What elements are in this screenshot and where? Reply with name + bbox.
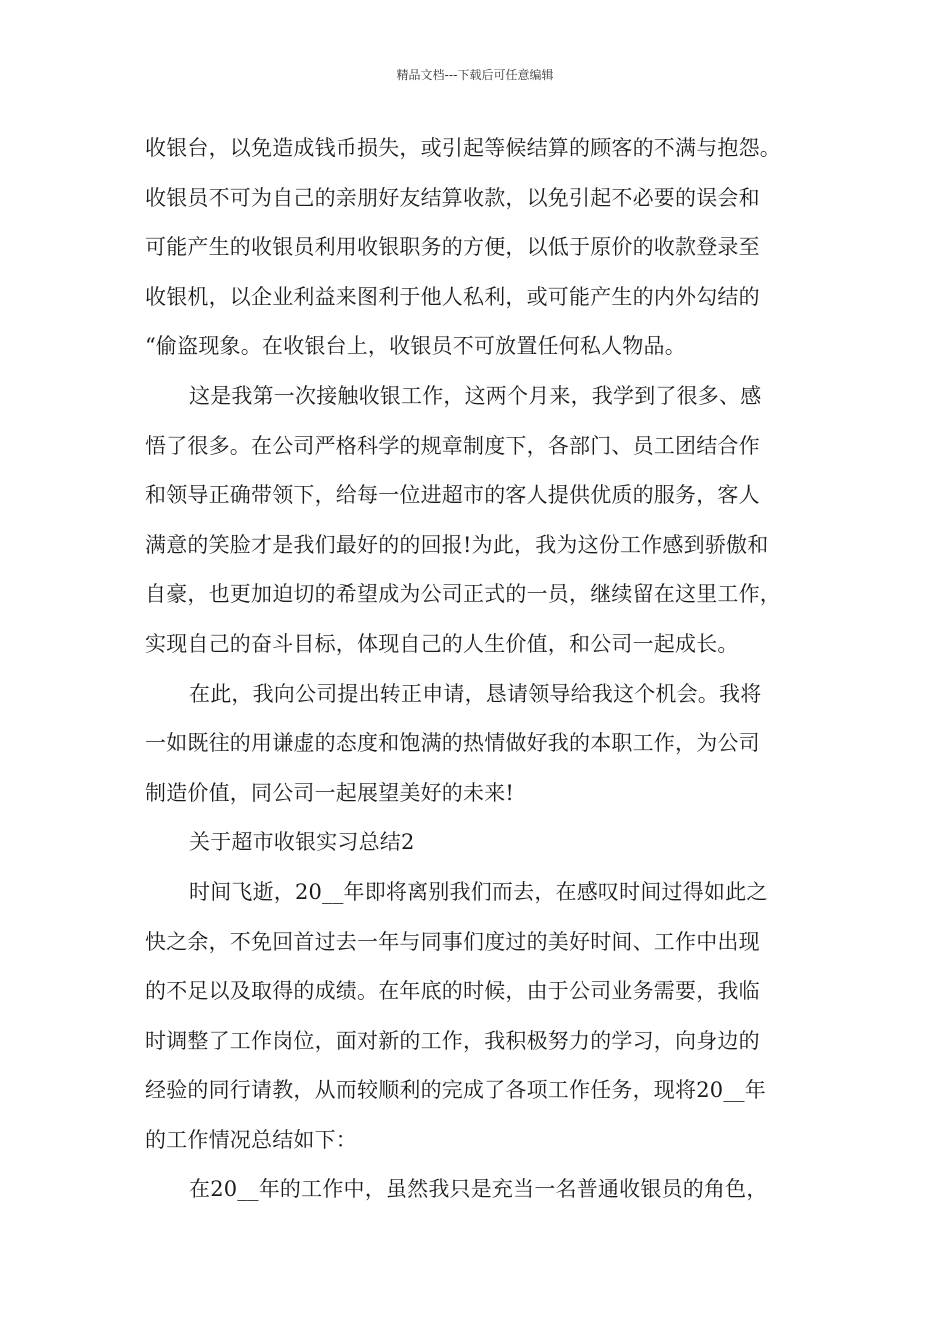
- text-line: 满意的笑脸才是我们最好的的回报!为此，我为这份工作感到骄傲和: [145, 532, 769, 557]
- text-line: 制造价值，同公司一起展望美好的未来!: [145, 780, 515, 805]
- text-line: 一如既往的用谦虚的态度和饱满的热情做好我的本职工作，为公司: [145, 731, 760, 756]
- text-line: 的工作情况总结如下：: [145, 1127, 357, 1152]
- text-line: 时调整了工作岗位，面对新的工作，我积极努力的学习，向身边的: [145, 1028, 760, 1053]
- text-line: 在此，我向公司提出转正申请，恳请领导给我这个机会。我将: [189, 681, 762, 706]
- text-line: 自豪，也更加迫切的希望成为公司正式的一员，继续留在这里工作，: [145, 582, 781, 607]
- document-body: [145, 124, 815, 1215]
- text-line: 悟了很多。在公司严格科学的规章制度下，各部门、员工团结合作: [145, 433, 760, 458]
- text-line: 收银机，以企业利益来图利于他人私利，或可能产生的内外勾结的: [145, 284, 760, 309]
- text-line: 的不足以及取得的成绩。在年底的时候，由于公司业务需要，我临: [145, 979, 760, 1004]
- text-line: 和领导正确带领下，给每一位进超市的客人提供优质的服务，客人: [145, 483, 760, 508]
- text-line: 收银台，以免造成钱币损失，或引起等候结算的顾客的不满与抱怨。: [145, 136, 781, 160]
- text-line: 这是我第一次接触收银工作，这两个月来，我学到了很多、感: [189, 383, 762, 408]
- page-header: 精品文档---下载后可任意编辑: [396, 68, 554, 82]
- text-line: 在20__年的工作中，虽然我只是充当一名普通收银员的角色，: [189, 1177, 768, 1202]
- text-line: 快之余，不免回首过去一年与同事们度过的美好时间、工作中出现: [145, 929, 760, 954]
- text-line: 可能产生的收银员利用收银职务的方便，以低于原价的收款登录至: [145, 235, 760, 260]
- text-line: 实现自己的奋斗目标，体现自己的人生价值，和公司一起成长。: [145, 631, 739, 656]
- text-line: “偷盗现象。在收银台上，收银员不可放置任何私人物品。: [145, 334, 686, 359]
- text-line: 关于超市收银实习总结2: [189, 830, 415, 855]
- text-line: 收银员不可为自己的亲朋好友结算收款，以免引起不必要的误会和: [145, 185, 760, 210]
- text-line: 经验的同行请教，从而较顺利的完成了各项工作任务，现将20__年: [145, 1078, 766, 1103]
- text-line: 时间飞逝，20__年即将离别我们而去，在感叹时间过得如此之: [189, 879, 768, 904]
